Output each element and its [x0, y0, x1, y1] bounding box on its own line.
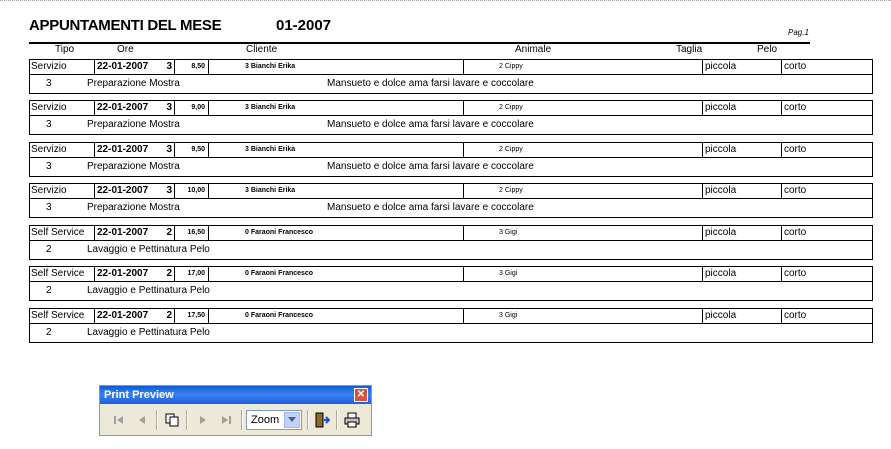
first-page-button[interactable]: [108, 409, 130, 431]
column-header-animale: Animale: [515, 44, 552, 55]
zoom-dropdown-button[interactable]: [284, 412, 300, 428]
quantity-text: 2: [46, 244, 52, 255]
count-cell: 3: [166, 102, 172, 113]
size-cell: piccola: [702, 60, 781, 74]
size-cell: piccola: [702, 101, 781, 115]
quantity-text: 3: [46, 78, 52, 89]
appointment-detail-row: [29, 158, 873, 177]
report-title: APPUNTAMENTI DEL MESE: [29, 17, 222, 34]
count-cell: 3: [166, 185, 172, 196]
next-page-button[interactable]: [192, 409, 214, 431]
coat-cell: corto: [781, 60, 871, 74]
appointment-detail-row: [29, 116, 873, 135]
note-text: Mansueto e dolce ama farsi lavare e coccolare: [327, 161, 534, 172]
column-header-taglia: Taglia: [676, 44, 703, 55]
tipo-cell: Servizio: [31, 144, 67, 155]
coat-cell: corto: [781, 267, 871, 281]
client-cell: 3 Bianchi Erika: [208, 184, 463, 198]
client-cell: 3 Bianchi Erika: [208, 143, 463, 157]
next-page-icon: [198, 415, 208, 425]
count-cell: 3: [166, 144, 172, 155]
animal-cell: 2 Cippy: [463, 184, 702, 198]
time-cell: 9,50: [174, 143, 208, 157]
zoom-value: Zoom: [251, 414, 280, 426]
count-cell: 2: [166, 227, 172, 238]
tipo-cell: Servizio: [31, 61, 67, 72]
column-header-ore: Ore: [117, 44, 134, 55]
animal-cell: 2 Cippy: [463, 60, 702, 74]
coat-cell: corto: [781, 101, 871, 115]
service-text: Lavaggio e Pettinatura Pelo: [87, 285, 210, 296]
appointment-row: [29, 266, 873, 282]
client-cell: 0 Faraoni Francesco: [208, 267, 463, 281]
animal-cell: 2 Cippy: [463, 143, 702, 157]
note-text: Mansueto e dolce ama farsi lavare e coccolare: [327, 119, 534, 130]
date-cell: 22-01-2007: [94, 226, 160, 240]
page-top-border: [0, 0, 891, 1]
last-page-icon: [220, 415, 232, 425]
tipo-cell: Servizio: [31, 185, 67, 196]
copy-icon: [165, 413, 179, 427]
chevron-down-icon: [288, 417, 296, 423]
client-cell: 0 Faraoni Francesco: [208, 309, 463, 323]
page-number: Pag.1: [788, 28, 809, 37]
previous-page-button[interactable]: [131, 409, 153, 431]
quantity-text: 3: [46, 161, 52, 172]
zoom-select[interactable]: [246, 410, 302, 430]
tipo-cell: Self Service: [31, 310, 85, 321]
exit-icon: [314, 412, 330, 428]
tipo-cell: Servizio: [31, 102, 67, 113]
appointment-row: [29, 183, 873, 199]
time-cell: 16,50: [174, 226, 208, 240]
client-cell: 3 Bianchi Erika: [208, 101, 463, 115]
date-cell: 22-01-2007: [94, 184, 160, 198]
coat-cell: corto: [781, 143, 871, 157]
column-header-pelo: Pelo: [757, 44, 778, 55]
appointment-row: [29, 225, 873, 241]
toolbar-separator: [186, 410, 188, 430]
count-cell: 2: [166, 310, 172, 321]
toolbar-title: Print Preview: [104, 389, 174, 401]
appointment-row: [29, 100, 873, 116]
time-cell: 9,00: [174, 101, 208, 115]
appointment-row: [29, 142, 873, 158]
coat-cell: corto: [781, 184, 871, 198]
appointment-detail-row: [29, 199, 873, 218]
service-text: Preparazione Mostra: [87, 202, 180, 213]
print-preview-toolbar: [99, 385, 372, 436]
appointment-detail-row: [29, 282, 873, 301]
animal-cell: 3 Gigi: [463, 309, 702, 323]
count-cell: 3: [166, 61, 172, 72]
date-cell: 22-01-2007: [94, 143, 160, 157]
note-text: Mansueto e dolce ama farsi lavare e coccolare: [327, 202, 534, 213]
toolbar-separator: [156, 410, 158, 430]
print-button[interactable]: [341, 409, 363, 431]
quantity-text: 2: [46, 327, 52, 338]
date-cell: 22-01-2007: [94, 60, 160, 74]
service-text: Preparazione Mostra: [87, 119, 180, 130]
quantity-text: 3: [46, 119, 52, 130]
service-text: Lavaggio e Pettinatura Pelo: [87, 327, 210, 338]
coat-cell: corto: [781, 226, 871, 240]
exit-button[interactable]: [311, 409, 333, 431]
close-button[interactable]: ✕: [354, 388, 368, 402]
quantity-text: 2: [46, 285, 52, 296]
appointment-detail-row: [29, 241, 873, 260]
count-cell: 2: [166, 268, 172, 279]
time-cell: 17,50: [174, 309, 208, 323]
tipo-cell: Self Service: [31, 227, 85, 238]
time-cell: 8,50: [174, 60, 208, 74]
time-cell: 17,00: [174, 267, 208, 281]
appointment-row: [29, 308, 873, 324]
appointment-detail-row: [29, 75, 873, 94]
note-text: Mansueto e dolce ama farsi lavare e coccolare: [327, 78, 534, 89]
size-cell: piccola: [702, 309, 781, 323]
size-cell: piccola: [702, 267, 781, 281]
size-cell: piccola: [702, 143, 781, 157]
client-cell: 3 Bianchi Erika: [208, 60, 463, 74]
previous-page-icon: [137, 415, 147, 425]
toolbar-title-bar[interactable]: [100, 386, 371, 404]
service-text: Lavaggio e Pettinatura Pelo: [87, 244, 210, 255]
last-page-button[interactable]: [215, 409, 237, 431]
column-header-cliente: Cliente: [246, 44, 278, 55]
appointment-row: [29, 59, 873, 75]
time-cell: 10,00: [174, 184, 208, 198]
report-period: 01-2007: [276, 17, 332, 34]
animal-cell: 2 Cippy: [463, 101, 702, 115]
date-cell: 22-01-2007: [94, 309, 160, 323]
coat-cell: corto: [781, 309, 871, 323]
animal-cell: 3 Gigi: [463, 226, 702, 240]
first-page-icon: [113, 415, 125, 425]
toolbar-separator: [336, 410, 338, 430]
copy-button[interactable]: [161, 409, 183, 431]
size-cell: piccola: [702, 184, 781, 198]
column-header-tipo: Tipo: [55, 44, 75, 55]
service-text: Preparazione Mostra: [87, 78, 180, 89]
date-cell: 22-01-2007: [94, 267, 160, 281]
service-text: Preparazione Mostra: [87, 161, 180, 172]
toolbar-separator: [307, 410, 309, 430]
date-cell: 22-01-2007: [94, 101, 160, 115]
size-cell: piccola: [702, 226, 781, 240]
appointment-detail-row: [29, 324, 873, 343]
client-cell: 0 Faraoni Francesco: [208, 226, 463, 240]
quantity-text: 3: [46, 202, 52, 213]
toolbar-separator: [241, 410, 243, 430]
tipo-cell: Self Service: [31, 268, 85, 279]
animal-cell: 3 Gigi: [463, 267, 702, 281]
printer-icon: [344, 412, 360, 428]
